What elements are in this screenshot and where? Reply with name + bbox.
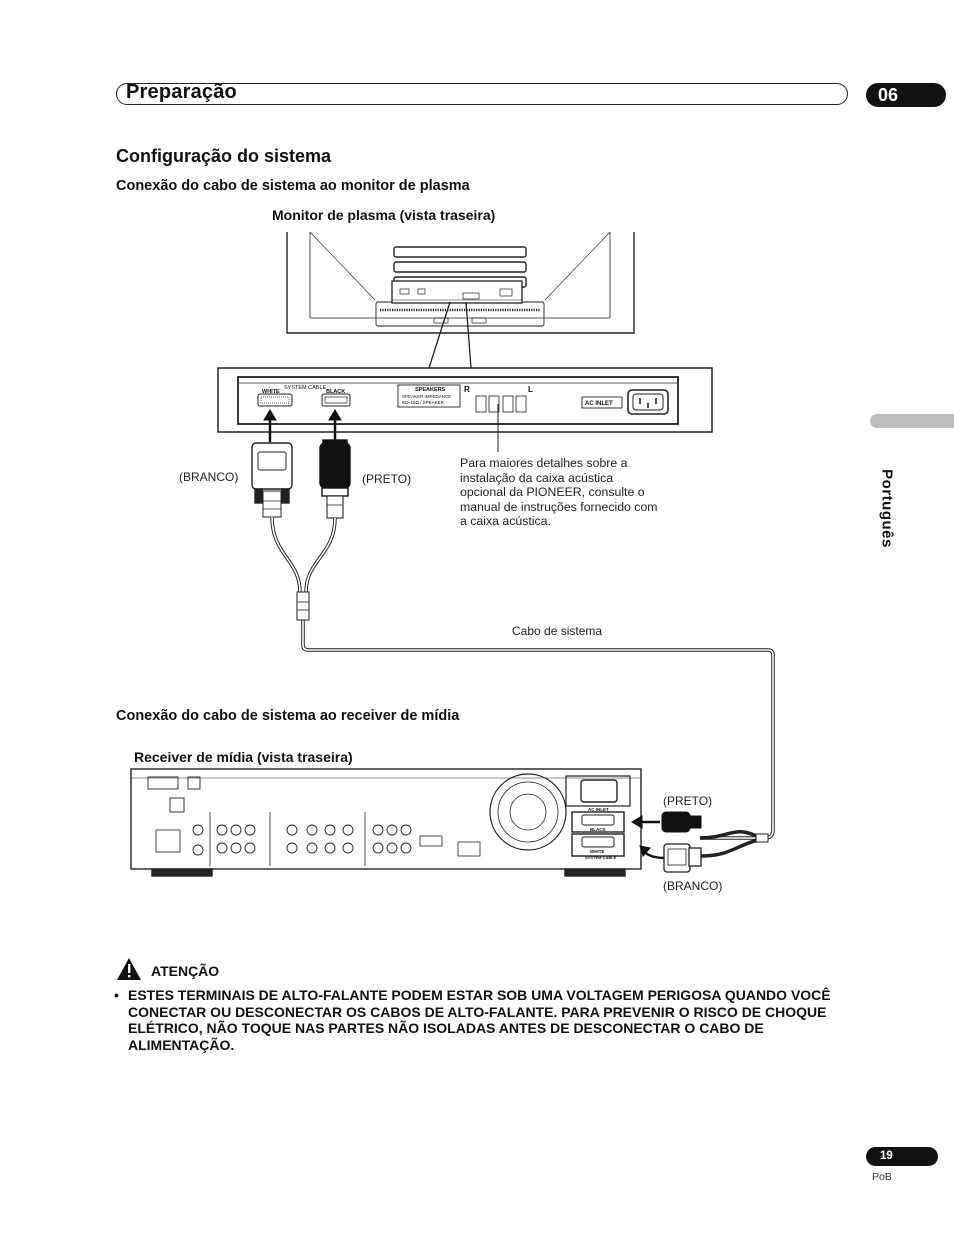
receiver-white-plug-icon xyxy=(664,844,701,872)
ac-inlet-label: AC INLET xyxy=(585,401,613,407)
impedance-label: SPEAKER IMPEDANCE xyxy=(402,394,452,399)
receiver-black-plug-icon xyxy=(662,812,701,832)
black-plug-label: (PRETO) xyxy=(362,472,412,486)
warning-text-block xyxy=(114,987,854,1053)
section-title: Configuração do sistema xyxy=(116,146,332,166)
black-plug-icon xyxy=(320,440,350,518)
subheading-receiver: Conexão do cabo de sistema ao receiver de mídia xyxy=(116,708,460,724)
cable-clamp xyxy=(297,592,309,620)
speakers-label: SPEAKERS xyxy=(415,387,446,393)
page-code: PoB xyxy=(872,1171,892,1183)
system-cable-label: SYSTEM CABLE xyxy=(284,385,327,391)
page-title: Preparação xyxy=(126,81,237,103)
plasma-monitor-rear xyxy=(287,232,634,368)
page-number: 19 xyxy=(866,1147,938,1166)
left-channel-label: L xyxy=(528,385,533,394)
monitor-diagram-label: Monitor de plasma (vista traseira) xyxy=(272,207,496,223)
subheading-monitor: Conexão do cabo de sistema ao monitor de plasma xyxy=(116,178,470,194)
language-text: Português xyxy=(878,469,896,548)
receiver-ac-inlet-label: AC INLET xyxy=(588,807,609,812)
receiver-white-label: WHITE xyxy=(590,849,605,854)
white-plug-label: (BRANCO) xyxy=(179,470,239,484)
receiver-system-cable-label: SYSTEM CABLE xyxy=(585,855,617,860)
cable-label: Cabo de sistema xyxy=(512,624,603,638)
receiver-diagram-label: Receiver de mídia (vista traseira) xyxy=(134,749,353,765)
media-receiver-rear xyxy=(131,769,641,876)
warning-bullet: • xyxy=(114,987,119,1003)
warning-text: ESTES TERMINAIS DE ALTO-FALANTE PODEM ESTAR SOB UMA VOLTAGEM PERIGOSA QUANDO VOCÊ CONECTAR OU DESCONECTAR OS CABOS DE ALTO-FALANTE. PARA PREVENIR O RISCO DE CHOQUE ELÉTRICO, NÃO TOQUE NAS PARTES NÃO ISOLADAS ANTES DE DESCONECTAR O CABO DE ALIMENTAÇÃO. xyxy=(128,987,831,1053)
white-label: WHITE xyxy=(262,389,280,395)
receiver-black-label: BLACK xyxy=(590,827,606,832)
warning-icon xyxy=(117,958,141,980)
terminal-panel xyxy=(218,368,712,452)
chapter-number: 06 xyxy=(866,83,946,107)
receiver-black-label-text: (PRETO) xyxy=(663,794,713,808)
speaker-note: Para maiores detalhes sobre a instalação da caixa acústica opcional da PIONEER, consulte o manual de instruções fornecido com a caixa acústica. xyxy=(460,456,658,529)
cable-clamp-right xyxy=(756,834,768,842)
warning-title: ATENÇÃO xyxy=(151,963,220,979)
right-channel-label: R xyxy=(464,385,470,394)
white-plug-icon xyxy=(252,443,292,517)
receiver-white-label-text: (BRANCO) xyxy=(663,879,723,893)
impedance-value: 8Ω~16Ω / SPEAKER xyxy=(402,400,444,405)
black-label: BLACK xyxy=(326,389,346,395)
